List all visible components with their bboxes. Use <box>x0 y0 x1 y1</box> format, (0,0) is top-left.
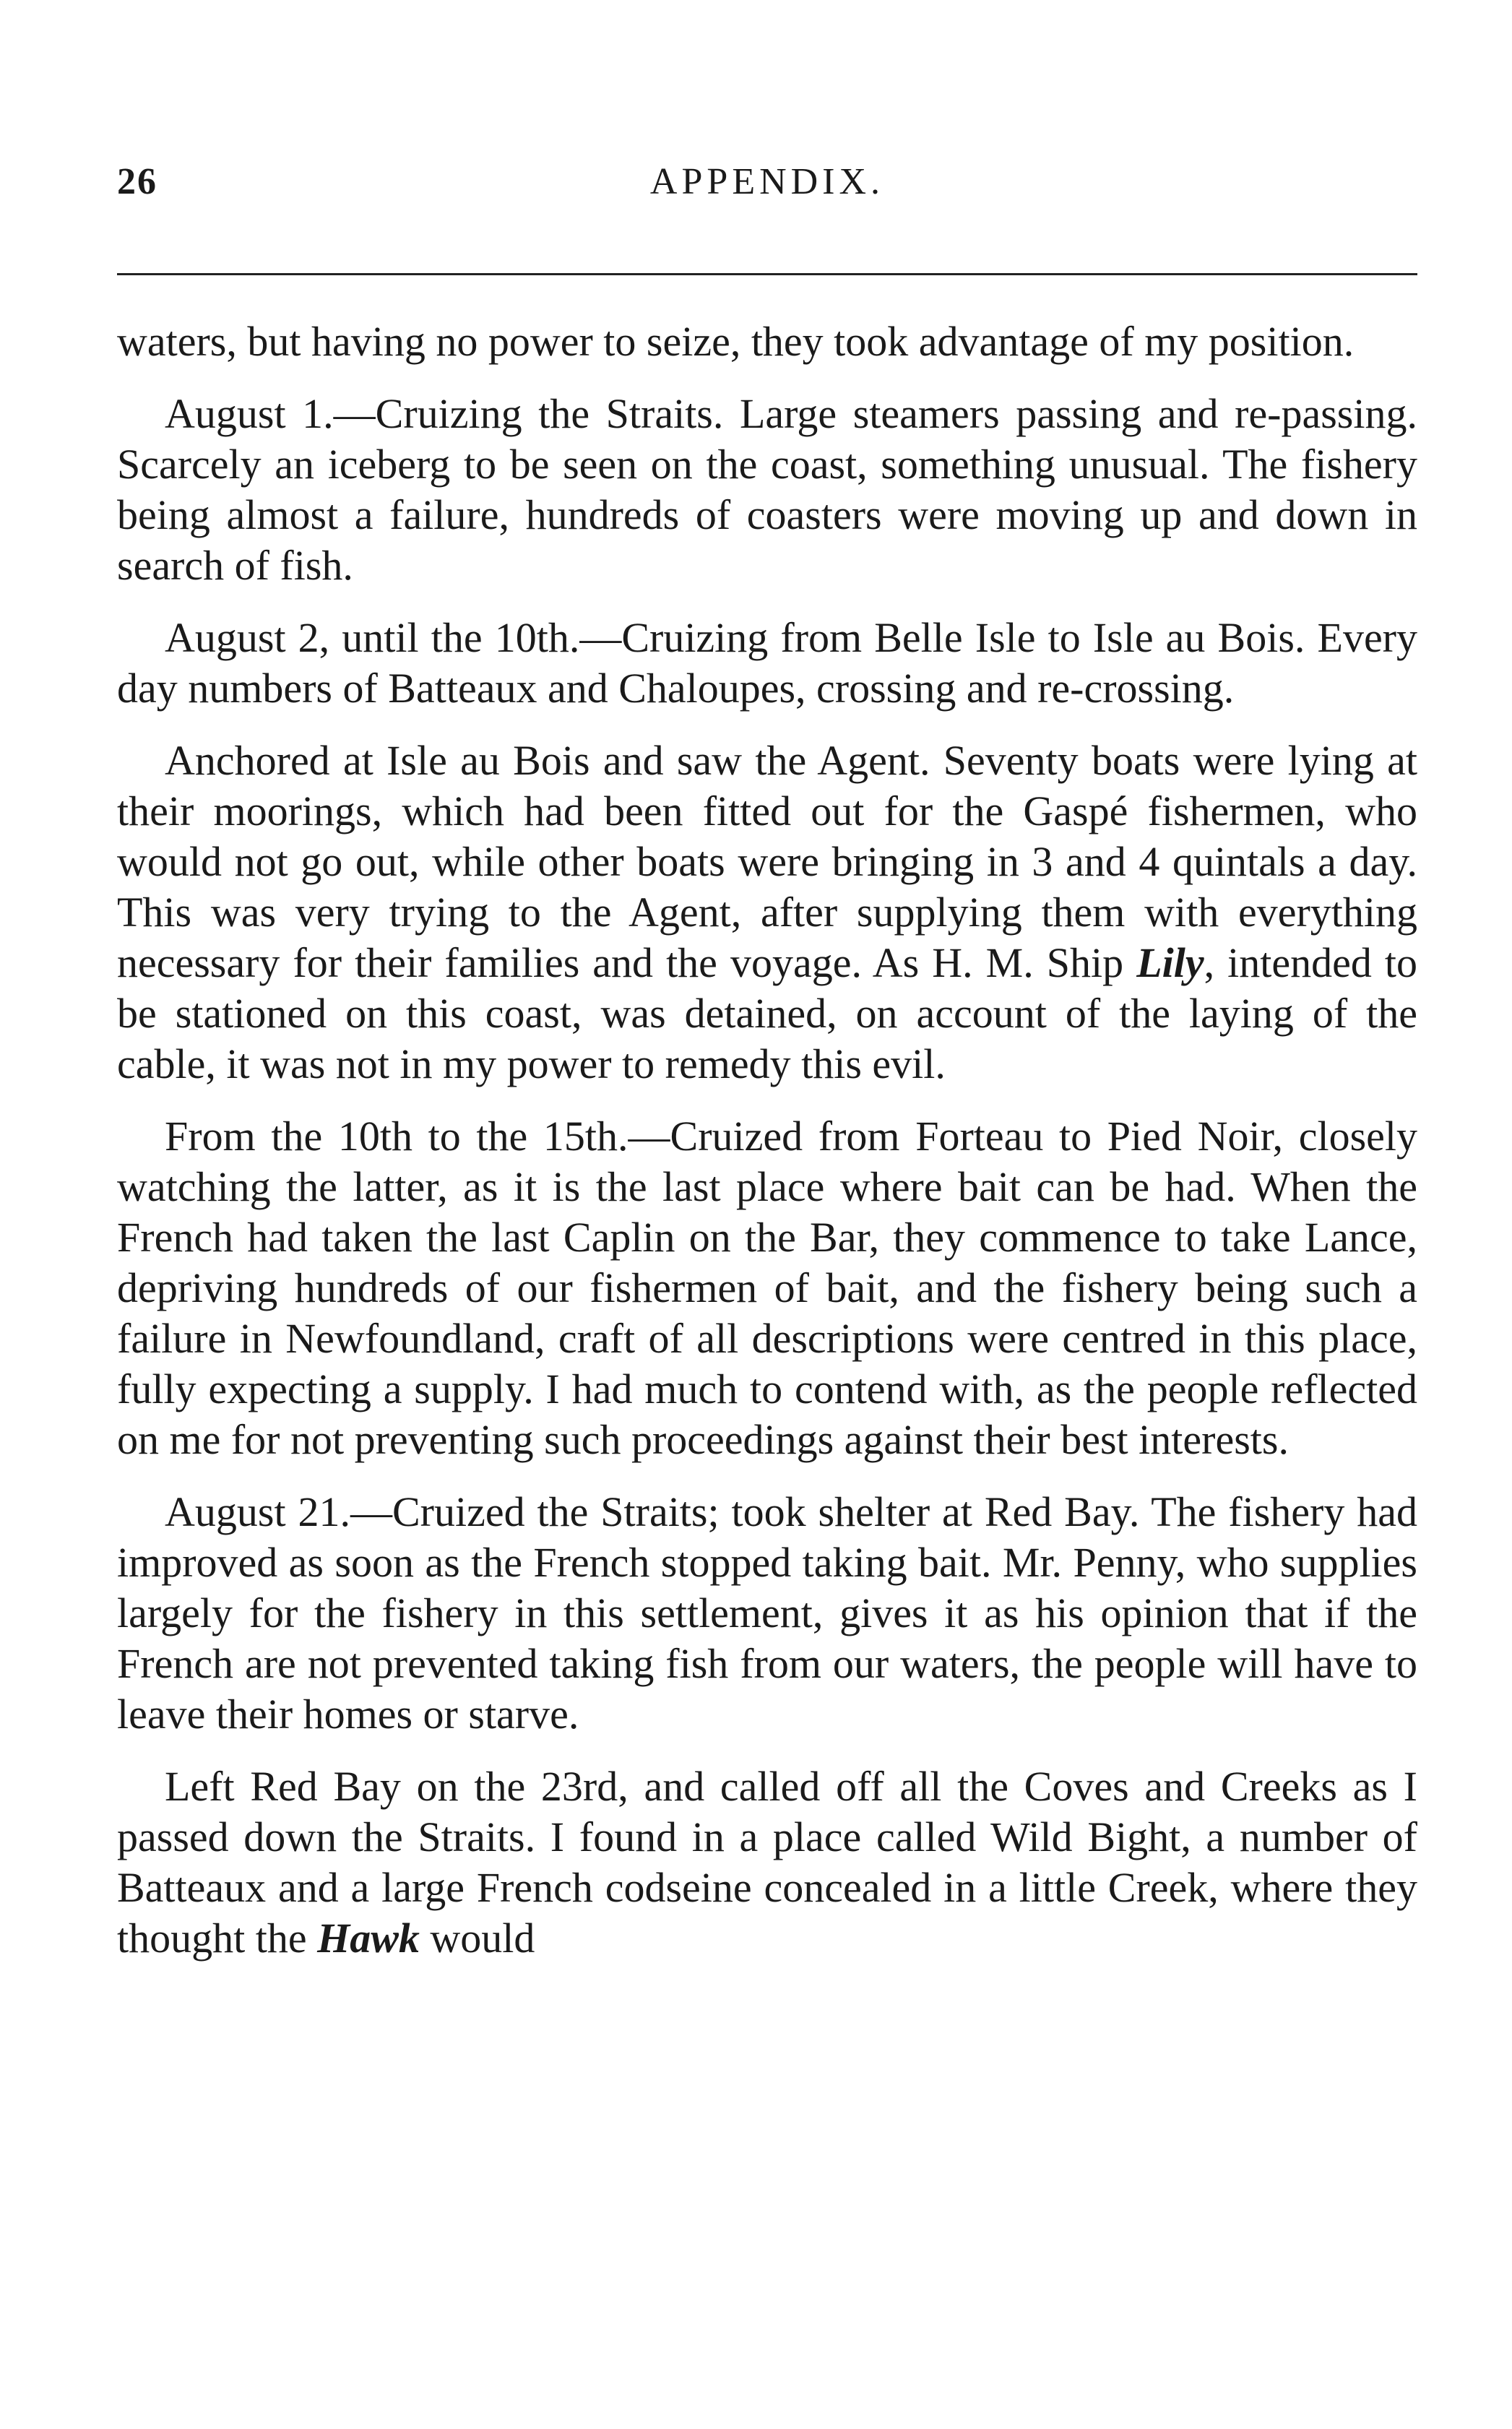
page-header <box>117 160 1417 211</box>
header-rule <box>117 273 1417 275</box>
running-head: APPENDIX. <box>649 161 885 202</box>
paragraph-anchored <box>117 735 1417 1090</box>
paragraph-anchored-text-1: Anchored at Isle au Bois and saw the Agent. Seventy boats were lying at their moorings, which had been fitted out for the Gaspé fishermen, who would not go out, while other boats were bringing in 3 and 4 quintals a day. This was very trying to the Agent, after supplying them with everything necessary for their families and the voyage. As H. M. Ship <box>117 737 1417 986</box>
page-number: 26 <box>117 161 157 202</box>
paragraph-anchored-text-2: , intended to be stationed on this coast, was detained, on account of the laying of the cable, it was not in my power to remedy this evil. <box>117 939 1417 1087</box>
paragraph-10th-15th: From the 10th to the 15th.—Cruized from Forteau to Pied Noir, closely watching the latter, as it is the last place where bait can be had. When the French had taken the last Caplin on the Bar, they commence to take Lance, depriving hundreds of our fishermen of bait, and the fishery being such a failure in Newfoundland, craft of all descriptions were centred in this place, fully expecting a supply. I had much to contend with, as the people reflected on me for not preventing such proceedings against their best interests. <box>117 1113 1417 1463</box>
paragraph-august-2: August 2, until the 10th.—Cruizing from Belle Isle to Isle au Bois. Every day numbers of Batteaux and Chaloupes, crossing and re-crossing. <box>117 614 1417 712</box>
ship-name-hawk: Hawk <box>317 1915 420 1962</box>
paragraph-left-red-bay-text-2: would <box>419 1915 535 1962</box>
paragraph-august-1: August 1.—Cruizing the Straits. Large steamers passing and re-passing. Scarcely an iceberg to be seen on the coast, something unusual. The fishery being almost a failure, hundreds of coasters were moving up and down in search of fish. <box>117 390 1417 589</box>
paragraph-left-red-bay <box>117 1761 1417 1964</box>
ship-name-lily: Lily <box>1136 939 1204 986</box>
paragraph-august-21: August 21.—Cruized the Straits; took shelter at Red Bay. The fishery had improved as soon as the French stopped taking bait. Mr. Penny, who supplies largely for the fishery in this settlement, gives it as his opinion that if the French are not prevented taking fish from our waters, the people will have to leave their homes or starve. <box>117 1488 1417 1738</box>
body-text <box>117 316 1417 1964</box>
paragraph-continuation: waters, but having no power to seize, they took advantage of my position. <box>117 318 1355 365</box>
paragraph-left-red-bay-text-1: Left Red Bay on the 23rd, and called off all the Coves and Creeks as I passed down the Straits. I found in a place called Wild Bight, a number of Batteaux and a large French codseine concealed in a little Creek, where they thought the <box>117 1763 1417 1962</box>
